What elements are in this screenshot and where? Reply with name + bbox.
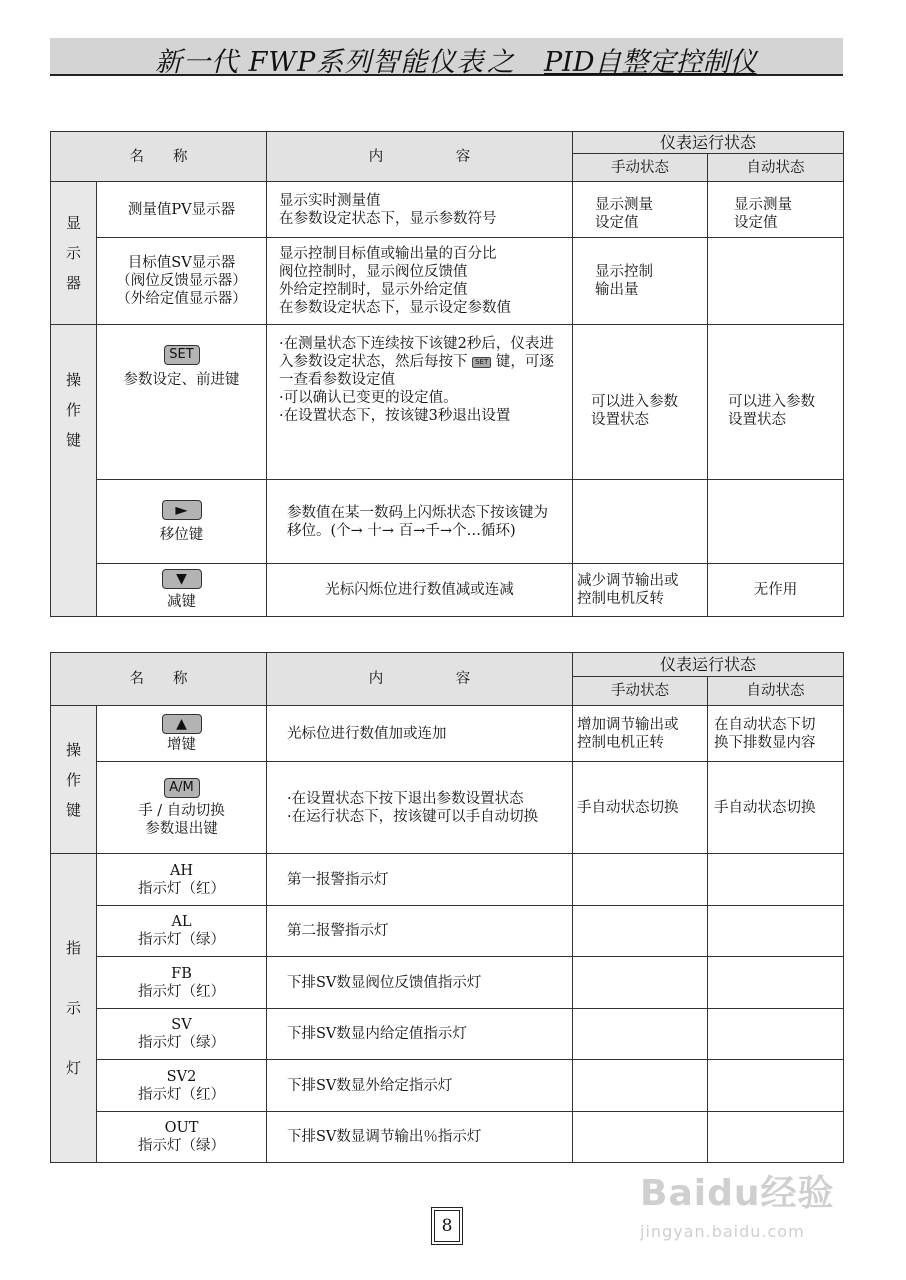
am-key-name-cell — [97, 762, 267, 854]
shift-key-content: 参数值在某一数码上闪烁状态下按该键为移位。(个→ 十→ 百→千→个…循环) — [267, 480, 573, 564]
indicator-out-manual — [573, 1112, 708, 1163]
down-auto-status: 无作用 — [708, 564, 844, 617]
shift-auto-status — [708, 480, 844, 564]
set-key-name-cell — [97, 325, 267, 480]
watermark-url: jingyan.baidu.com — [640, 1222, 805, 1241]
set-key-content: ·在测量状态下连续按下该键2秒后，仪表进入参数设定状态，然后每按下 SET 键，可逐一查看参数设定值 ·可以确认已变更的设定值。 ·在设置状态下，按该键3秒退出设置 — [267, 325, 573, 480]
header-content-2: 内 容 — [267, 653, 573, 706]
header-content: 内 容 — [267, 132, 573, 182]
function-table-2 — [50, 652, 844, 1163]
am-key-content: ·在设置状态下按下退出参数设置状态 ·在运行状态下，按该键可以手自动切换 — [267, 762, 573, 854]
header-manual-2: 手动状态 — [573, 677, 708, 706]
pv-manual-status: 显示测量 设定值 — [573, 182, 708, 238]
function-table-1 — [50, 131, 844, 617]
shift-key-label: 移位键 — [159, 526, 204, 543]
indicator-fb-auto — [708, 957, 844, 1009]
set-key-icon: SET — [164, 345, 200, 365]
up-key-name-cell — [97, 706, 267, 762]
page-header — [50, 38, 843, 76]
up-auto-status: 在自动状态下切 换下排数显内容 — [708, 706, 844, 762]
set-key-label: 参数设定、前进键 — [123, 372, 240, 388]
pv-auto-status: 显示测量 设定值 — [708, 182, 844, 238]
set-mini-key-icon: SET — [472, 357, 491, 368]
shift-key-icon: ► — [162, 500, 202, 520]
up-key-icon: ▲ — [162, 714, 202, 734]
indicator-out-auto — [708, 1112, 844, 1163]
baidu-watermark — [640, 1165, 860, 1275]
indicator-out-name: OUT 指示灯（绿） — [97, 1112, 267, 1163]
sv-display-name: 目标值SV显示器 （阀位反馈显示器） （外给定值显示器） — [97, 238, 267, 325]
indicator-sv-content: 下排SV数显内给定值指示灯 — [267, 1009, 573, 1060]
indicator-al-auto — [708, 906, 844, 957]
watermark-logo: Baidu经验 — [640, 1173, 835, 1214]
down-key-name-cell — [97, 564, 267, 617]
indicator-sv2-content: 下排SV数显外给定指示灯 — [267, 1060, 573, 1112]
indicator-fb-content: 下排SV数显阀位反馈值指示灯 — [267, 957, 573, 1009]
header-auto-2: 自动状态 — [708, 677, 844, 706]
indicator-sv2-auto — [708, 1060, 844, 1112]
header-manual: 手动状态 — [573, 154, 708, 182]
am-key-label-2: 参数退出键 — [145, 820, 218, 837]
indicator-ah-content: 第一报警指示灯 — [267, 854, 573, 906]
section-operation-keys: 操 作 键 — [51, 325, 97, 617]
indicator-ah-name: AH 指示灯（红） — [97, 854, 267, 906]
indicator-sv-manual — [573, 1009, 708, 1060]
indicator-sv2-name: SV2 指示灯（红） — [97, 1060, 267, 1112]
pv-display-name: 测量值PV显示器 — [97, 182, 267, 238]
shift-manual-status — [573, 480, 708, 564]
sv-display-content: 显示控制目标值或输出量的百分比 阀位控制时，显示阀位反馈值 外给定控制时，显示外给定值 在参数设定状态下，显示设定参数值 — [267, 238, 573, 325]
section-operation-keys-2: 操 作 键 — [51, 706, 97, 854]
down-manual-status: 减少调节输出或 控制电机反转 — [573, 564, 708, 617]
indicator-out-content: 下排SV数显调节输出％指示灯 — [267, 1112, 573, 1163]
header-title-main: 新一代 FWP系列智能仪表 — [155, 47, 485, 78]
am-key-icon: A/M — [164, 778, 200, 798]
set-auto-status: 可以进入参数 设置状态 — [708, 325, 844, 480]
indicator-sv-name: SV 指示灯（绿） — [97, 1009, 267, 1060]
down-key-content: 光标闪烁位进行数值减或连减 — [267, 564, 573, 617]
sv-auto-status — [708, 238, 844, 325]
indicator-ah-auto — [708, 854, 844, 906]
header-name: 名 称 — [51, 132, 267, 182]
page-number: 8 — [434, 1210, 460, 1242]
am-manual-status: 手自动状态切换 — [573, 762, 708, 854]
indicator-sv-auto — [708, 1009, 844, 1060]
down-key-label: 减键 — [167, 594, 196, 610]
header-auto: 自动状态 — [708, 154, 844, 182]
up-key-content: 光标位进行数值加或连加 — [267, 706, 573, 762]
indicator-sv2-manual — [573, 1060, 708, 1112]
indicator-al-manual — [573, 906, 708, 957]
down-key-icon: ▼ — [162, 569, 202, 589]
indicator-fb-manual — [573, 957, 708, 1009]
header-name-2: 名 称 — [51, 653, 267, 706]
header-title-separator: 之 — [487, 47, 514, 78]
indicator-al-name: AL 指示灯（绿） — [97, 906, 267, 957]
indicator-ah-manual — [573, 854, 708, 906]
section-display: 显 示 器 — [51, 182, 97, 325]
set-manual-status: 可以进入参数 设置状态 — [573, 325, 708, 480]
am-key-label-1: 手 / 自动切换 — [138, 802, 225, 819]
pv-display-content: 显示实时测量值 在参数设定状态下，显示参数符号 — [267, 182, 573, 238]
sv-manual-status: 显示控制 输出量 — [573, 238, 708, 325]
up-manual-status: 增加调节输出或 控制电机正转 — [573, 706, 708, 762]
indicator-fb-name: FB 指示灯（红） — [97, 957, 267, 1009]
section-indicators: 指 示 灯 — [51, 854, 97, 1163]
indicator-al-content: 第二报警指示灯 — [267, 906, 573, 957]
header-title-sub: PID自整定控制仪 — [544, 47, 757, 78]
header-status-2: 仪表运行状态 — [573, 653, 844, 677]
header-status: 仪表运行状态 — [573, 132, 844, 154]
shift-key-name-cell — [97, 480, 267, 564]
up-key-label: 增键 — [167, 736, 196, 753]
am-auto-status: 手自动状态切换 — [708, 762, 844, 854]
